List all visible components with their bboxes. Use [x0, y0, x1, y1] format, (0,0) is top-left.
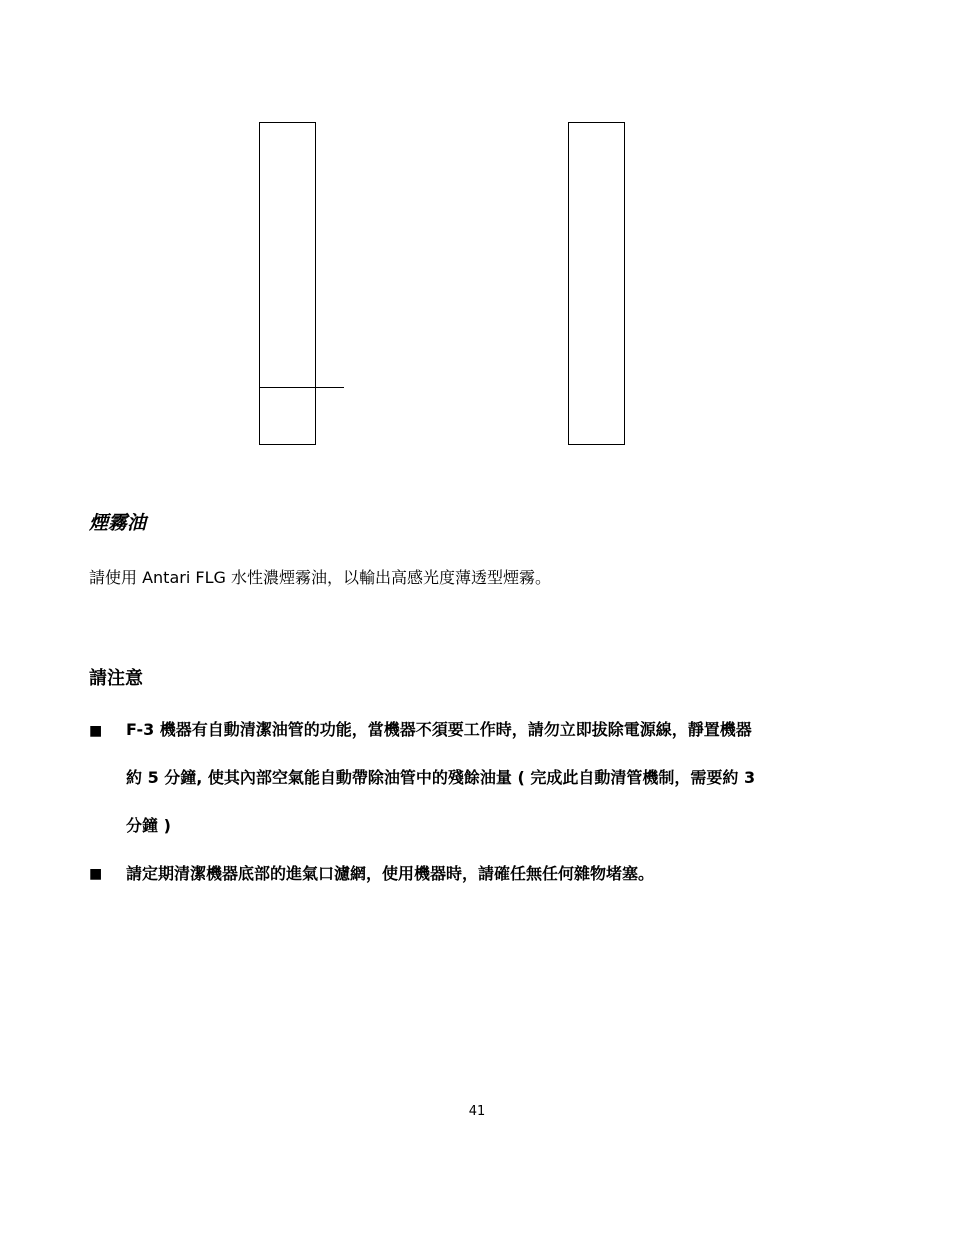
- page-number: 41: [468, 1104, 486, 1119]
- figure-left-panel: [259, 122, 316, 445]
- notice-item-line: 約 5 分鐘, 使其內部空氣能自動帶除油管中的殘餘油量 ( 完成此自動清管機制，需要約 3: [126, 768, 756, 787]
- smoke-fluid-heading: 煙霧油: [89, 512, 147, 534]
- smoke-fluid-text: 請使用 Antari FLG 水性濃煙霧油，以輸出高感光度薄透型煙霧。: [89, 568, 551, 587]
- notice-item: [126, 706, 871, 850]
- figure-indicator-line: [259, 387, 344, 388]
- notice-item: [126, 850, 871, 898]
- notice-heading: 請注意: [89, 668, 143, 689]
- notice-item-line: 請定期清潔機器底部的進氣口濾網，使用機器時，請確任無任何雜物堵塞。: [126, 864, 655, 883]
- notice-item-line: F-3 機器有自動清潔油管的功能，當機器不須要工作時，請勿立即拔除電源線，靜置機器: [126, 720, 752, 739]
- bullet-square-icon: ■: [89, 723, 103, 739]
- figure-right-panel: [568, 122, 625, 445]
- bullet-square-icon: ■: [89, 866, 103, 882]
- notice-item-line: 分鐘 ): [126, 816, 171, 835]
